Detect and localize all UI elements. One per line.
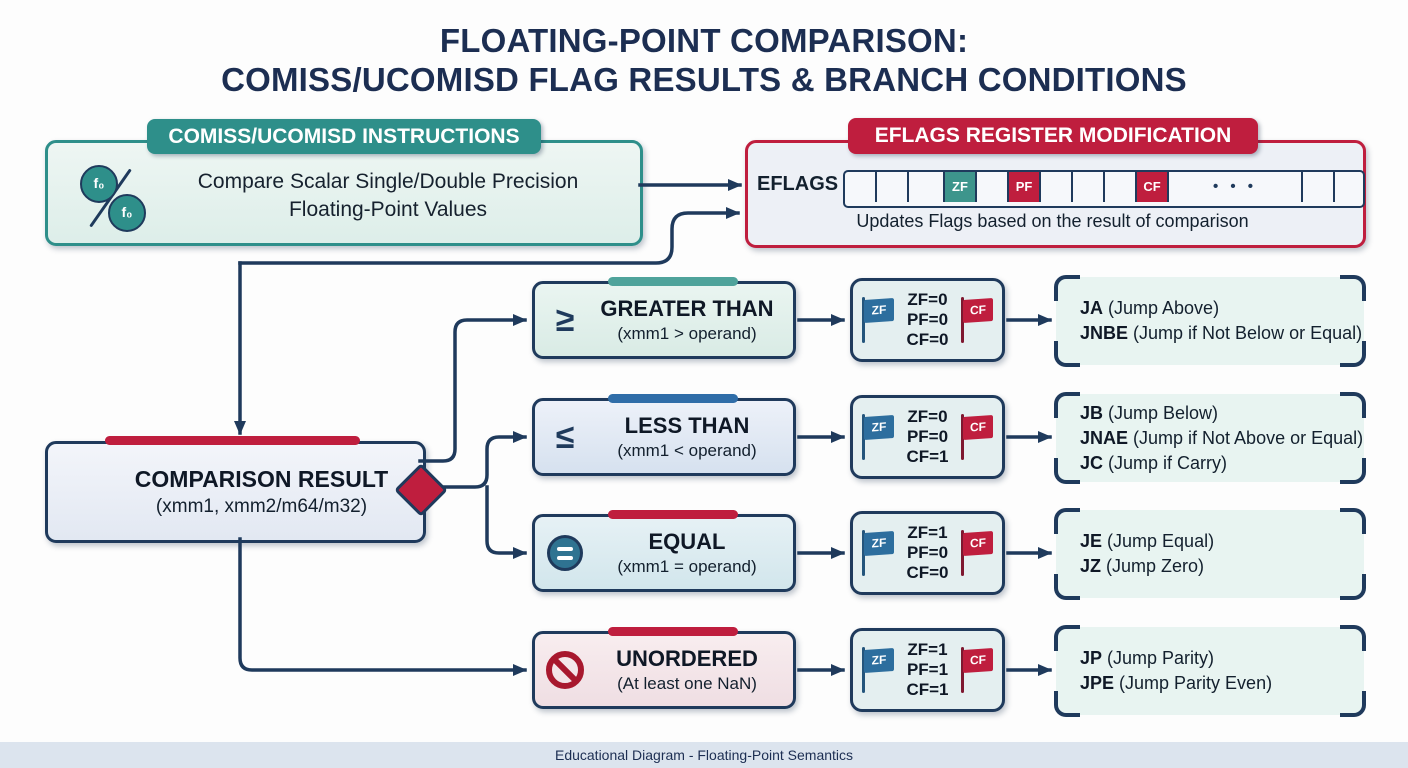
equal-accent-bar bbox=[608, 510, 738, 519]
eflags-register-cells bbox=[843, 170, 1365, 208]
register-cell-pf: PF bbox=[1009, 172, 1041, 202]
greater-than-box bbox=[532, 281, 796, 359]
row-equal bbox=[532, 510, 1372, 600]
bracket-corner bbox=[1340, 458, 1366, 484]
jump-line: JP (Jump Parity) bbox=[1080, 648, 1215, 668]
flag-value: PF=1 bbox=[906, 660, 949, 679]
zf-flag-icon: ZF bbox=[862, 528, 896, 578]
bracket-corner bbox=[1340, 392, 1366, 418]
flag-value: ZF=1 bbox=[907, 523, 948, 542]
bracket-corner bbox=[1340, 341, 1366, 367]
register-cell bbox=[1073, 172, 1105, 202]
row-less-than bbox=[532, 394, 1372, 484]
zf-flag-icon: ZF bbox=[862, 295, 896, 345]
jump-line: JB (Jump Below) bbox=[1080, 402, 1219, 423]
bracket-corner bbox=[1054, 574, 1080, 600]
flag-value: PF=0 bbox=[906, 427, 949, 446]
comparison-result-title: COMPARISON RESULT bbox=[134, 466, 389, 492]
instruction-description-line1: Compare Scalar Single/Double Precision bbox=[197, 170, 579, 193]
flag-value: CF=0 bbox=[906, 563, 949, 582]
register-cell bbox=[877, 172, 909, 202]
flag-value: ZF=1 bbox=[907, 640, 948, 659]
page-title-line1: FLOATING-POINT COMPARISON: bbox=[439, 22, 969, 59]
flag-value: PF=0 bbox=[906, 543, 949, 562]
register-cell bbox=[1335, 172, 1363, 202]
register-cell bbox=[1303, 172, 1335, 202]
flag-value: PF=0 bbox=[906, 310, 949, 329]
instruction-description-line2: Floating-Point Values bbox=[288, 198, 488, 221]
flag-value: CF=0 bbox=[906, 330, 949, 349]
register-cell bbox=[909, 172, 945, 202]
jumps-box-less-than bbox=[1056, 394, 1364, 482]
row-greater-than bbox=[532, 277, 1372, 367]
greater-than-accent-bar bbox=[608, 277, 738, 286]
register-cell bbox=[1105, 172, 1137, 202]
less-than-accent-bar bbox=[608, 394, 738, 403]
bracket-corner bbox=[1340, 574, 1366, 600]
flags-box-less-than bbox=[850, 395, 1005, 479]
row-unordered bbox=[532, 627, 1372, 717]
float-f0-badge-top: f₀ bbox=[80, 165, 118, 203]
bracket-corner bbox=[1054, 341, 1080, 367]
eflags-register-label: EFLAGS bbox=[757, 173, 839, 195]
equal-subtitle: (xmm1 = operand) bbox=[617, 557, 757, 576]
less-than-title: LESS THAN bbox=[624, 413, 750, 438]
bracket-corner bbox=[1054, 625, 1080, 651]
connector-to-less-than bbox=[437, 437, 525, 487]
equal-box bbox=[532, 514, 796, 592]
bracket-corner bbox=[1054, 691, 1080, 717]
connector-to-equal bbox=[487, 487, 525, 553]
flag-value: CF=1 bbox=[906, 680, 949, 699]
jump-line: JA (Jump Above) bbox=[1080, 298, 1220, 318]
flags-box-equal bbox=[850, 511, 1005, 595]
cf-flag-icon: CF bbox=[961, 645, 995, 695]
less-than-box bbox=[532, 398, 796, 476]
bracket-corner bbox=[1340, 275, 1366, 301]
equal-circle-icon bbox=[535, 535, 595, 571]
unordered-box bbox=[532, 631, 796, 709]
flags-box-unordered bbox=[850, 628, 1005, 712]
register-cell bbox=[845, 172, 877, 202]
flag-value: ZF=0 bbox=[907, 407, 948, 426]
unordered-title: UNORDERED bbox=[616, 646, 758, 671]
instruction-box bbox=[45, 140, 643, 246]
zf-flag-icon: ZF bbox=[862, 412, 896, 462]
jumps-box-unordered bbox=[1056, 627, 1364, 715]
connector-to-unordered bbox=[240, 539, 525, 670]
jump-line: JNAE (Jump if Not Above or Equal) bbox=[1080, 427, 1364, 448]
greater-than-subtitle: (xmm1 > operand) bbox=[617, 324, 757, 343]
greater-equal-icon: ≥ bbox=[555, 301, 575, 339]
register-cell-zf: ZF bbox=[945, 172, 977, 202]
bracket-corner bbox=[1340, 508, 1366, 534]
bracket-corner bbox=[1340, 625, 1366, 651]
bracket-corner bbox=[1054, 275, 1080, 301]
equal-title: EQUAL bbox=[648, 529, 726, 554]
zf-flag-icon: ZF bbox=[862, 645, 896, 695]
flags-box-greater-than bbox=[850, 278, 1005, 362]
bracket-corner bbox=[1054, 392, 1080, 418]
comparison-result-text bbox=[48, 466, 423, 518]
jumps-box-equal bbox=[1056, 510, 1364, 598]
instruction-header: COMISS/UCOMISD INSTRUCTIONS bbox=[147, 119, 541, 154]
less-than-subtitle: (xmm1 < operand) bbox=[617, 441, 757, 460]
jump-line: JNBE (Jump if Not Below or Equal) bbox=[1080, 323, 1363, 343]
unordered-accent-bar bbox=[608, 627, 738, 636]
cf-flag-icon: CF bbox=[961, 528, 995, 578]
no-entry-icon bbox=[535, 651, 595, 689]
float-f0-badge-bottom: f₀ bbox=[108, 194, 146, 232]
jumps-box-greater-than bbox=[1056, 277, 1364, 365]
eflags-header: EFLAGS REGISTER MODIFICATION bbox=[848, 118, 1258, 154]
bracket-corner bbox=[1054, 458, 1080, 484]
jump-line: JE (Jump Equal) bbox=[1080, 531, 1215, 551]
register-cell bbox=[977, 172, 1009, 202]
comparison-accent-bar bbox=[105, 436, 360, 445]
jump-line: JZ (Jump Zero) bbox=[1080, 556, 1205, 576]
register-cell bbox=[1041, 172, 1073, 202]
bracket-corner bbox=[1340, 691, 1366, 717]
comparison-result-subtitle: (xmm1, xmm2/m64/m32) bbox=[155, 496, 368, 517]
eflags-caption: Updates Flags based on the result of comparison bbox=[856, 211, 1249, 231]
float-divide-icon bbox=[72, 165, 148, 231]
register-cell-ellipsis: • • • bbox=[1169, 172, 1303, 202]
jump-line: JC (Jump if Carry) bbox=[1080, 452, 1228, 473]
cf-flag-icon: CF bbox=[961, 412, 995, 462]
page-title-line2: COMISS/UCOMISD FLAG RESULTS & BRANCH CONDITIONS bbox=[221, 61, 1187, 98]
register-cell-cf: CF bbox=[1137, 172, 1169, 202]
bracket-corner bbox=[1054, 508, 1080, 534]
less-equal-icon: ≤ bbox=[555, 418, 575, 456]
flag-value: CF=1 bbox=[906, 447, 949, 466]
cf-flag-icon: CF bbox=[961, 295, 995, 345]
unordered-subtitle: (At least one NaN) bbox=[617, 674, 757, 693]
greater-than-title: GREATER THAN bbox=[600, 296, 774, 321]
flag-value: ZF=0 bbox=[907, 290, 948, 309]
connector-to-greater-than bbox=[420, 320, 525, 461]
comparison-result-box bbox=[45, 441, 426, 543]
jump-line: JPE (Jump Parity Even) bbox=[1080, 673, 1273, 693]
footer-caption: Educational Diagram - Floating-Point Semantics bbox=[0, 742, 1408, 768]
